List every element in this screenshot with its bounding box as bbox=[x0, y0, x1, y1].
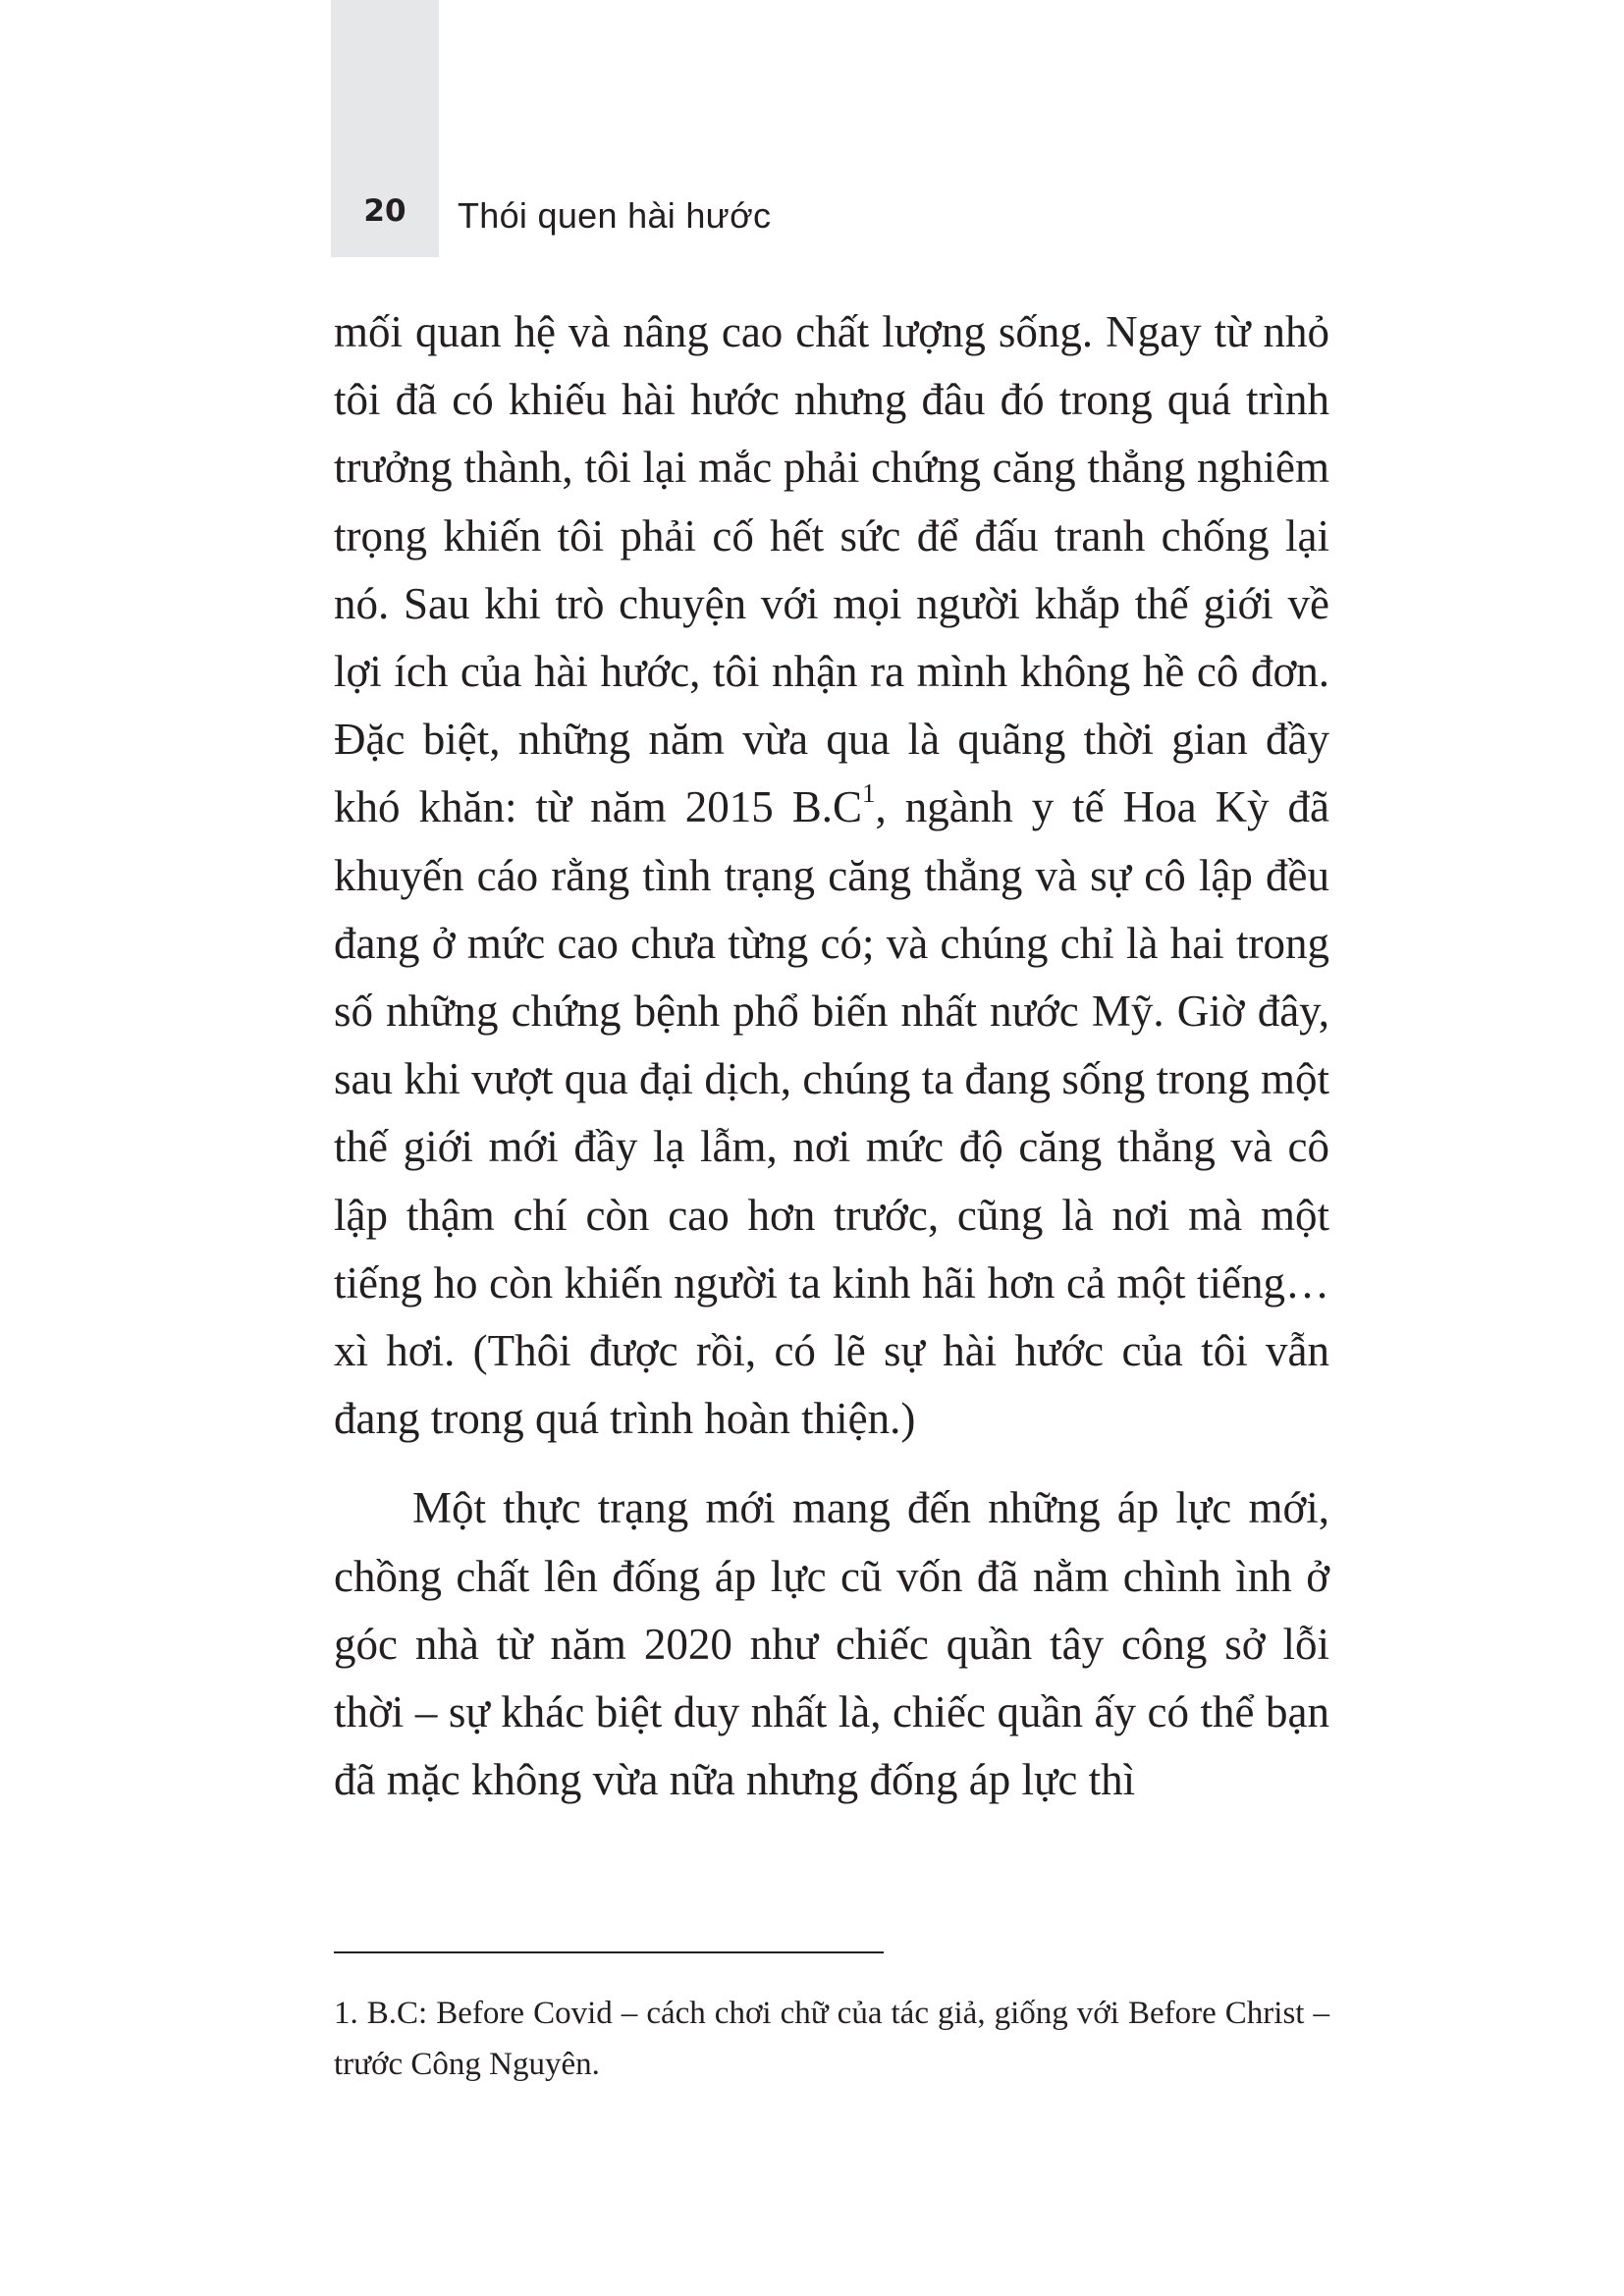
paragraph: Một thực trạng mới mang đến những áp lực mới, chồng chất lên đống áp lực cũ vốn đã nằm chình ình ở góc nhà từ năm 2020 như chiếc quần tây công sở lỗi thời – sự khác biệt duy nhất là, chiếc quần ấy có thể bạn đã mặc không vừa nữa nhưng đống áp lực thì bbox=[334, 1483, 1329, 1805]
paragraph bbox=[334, 298, 1329, 1453]
footnote: 1. B.C: Before Covid – cách chơi chữ của tác giả, giống với Before Christ – trước Công Nguyên. bbox=[334, 1996, 1329, 2082]
footnote-reference[interactable]: 1 bbox=[862, 778, 876, 809]
paragraph-text: mối quan hệ và nâng cao chất lượng sống. Ngay từ nhỏ tôi đã có khiếu hài hước nhưng đâu đó trong quá trình trưởng thành, tôi lại mắc phải chứng căng thẳng nghiêm trọng khiến tôi phải cố hết sức để đấu tranh chống lại nó. Sau khi trò chuyện với mọi người khắp thế giới về lợi ích của hài hước, tôi nhận ra mình không hề cô đơn. Đặc biệt, những năm vừa qua là quãng thời gian đầy khó khăn: từ năm 2015 B.C bbox=[334, 307, 1329, 832]
paragraph-text: , ngành y tế Hoa Kỳ đã khuyến cáo rằng tình trạng căng thẳng và sự cô lập đều đang ở mức cao chưa từng có; và chúng chỉ là hai trong số những chứng bệnh phổ biến nhất nước Mỹ. Giờ đây, sau khi vượt qua đại dịch, chúng ta đang sống trong một thế giới mới đầy lạ lẫm, nơi mức độ căng thẳng và cô lập thậm chí còn cao hơn trước, cũng là nơi mà một tiếng ho còn khiến người ta kinh hãi hơn cả một tiếng… xì hơi. (Thôi được rồi, có lẽ sự hài hước của tôi vẫn đang trong quá trình hoàn thiện.) bbox=[334, 782, 1330, 1444]
footnote-divider bbox=[334, 1951, 884, 1953]
page-number: 20 bbox=[363, 193, 406, 229]
running-title: Thói quen hài hước bbox=[458, 195, 772, 236]
body-text bbox=[334, 298, 1329, 1814]
